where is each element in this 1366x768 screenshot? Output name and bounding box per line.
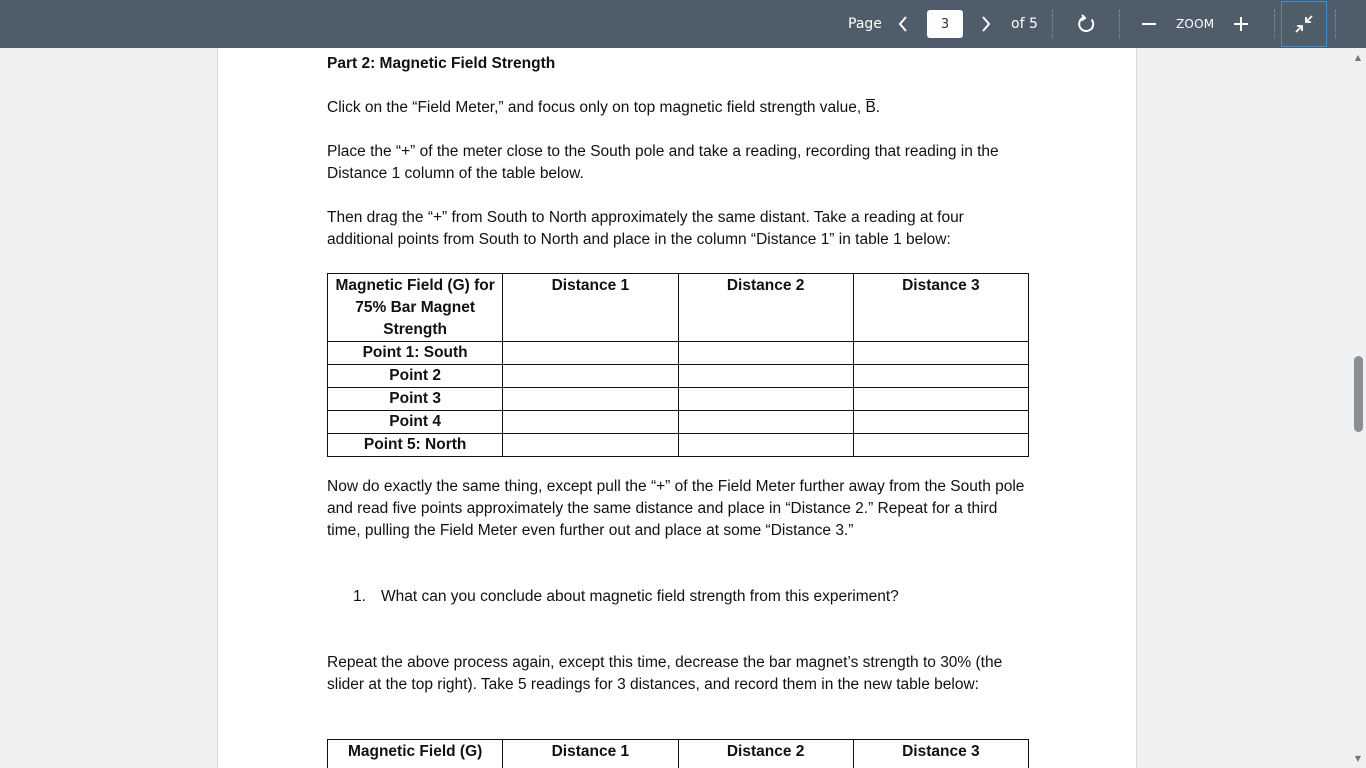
data-table-75	[327, 273, 1029, 457]
previous-page-button[interactable]	[893, 0, 913, 48]
row-label: Point 4	[328, 411, 503, 434]
toolbar-divider	[1274, 10, 1275, 38]
table-cell	[678, 365, 853, 388]
paragraph-field-meter: Click on the “Field Meter,” and focus only on top magnetic field strength value, B̅.	[327, 99, 881, 116]
table-header-cell: Distance 3	[853, 274, 1028, 342]
next-page-button[interactable]	[976, 0, 996, 48]
pdf-page	[217, 48, 1137, 768]
paragraph-repeat-distance: Now do exactly the same thing, except pull the “+” of the Field Meter further away from the South pole and read five points approximately the same distance and place in “Distance 2.” Repeat for a third time, pulling the Field Meter even further out and place at some “Distance 3.”	[327, 478, 1025, 539]
table-header-cell: Magnetic Field (G)	[328, 740, 503, 768]
zoom-label: ZOOM	[1176, 17, 1215, 31]
toolbar-divider	[1052, 10, 1053, 38]
scrollbar-thumb[interactable]	[1354, 356, 1363, 432]
table-cell	[853, 411, 1028, 434]
table-row	[328, 388, 1029, 411]
table-cell	[853, 434, 1028, 457]
question-number: 1.	[353, 588, 366, 605]
page-number-input[interactable]: 3	[927, 10, 963, 38]
row-label: Point 3	[328, 388, 503, 411]
table-cell	[678, 411, 853, 434]
toolbar-divider	[1119, 10, 1120, 38]
table-header-cell: Distance 1	[503, 274, 678, 342]
table-row	[328, 365, 1029, 388]
row-label: Point 5: North	[328, 434, 503, 457]
zoom-out-button[interactable]	[1138, 0, 1160, 48]
toolbar-divider	[1335, 10, 1336, 38]
table-row	[328, 342, 1029, 365]
table-cell	[853, 342, 1028, 365]
table-cell	[503, 342, 678, 365]
rotate-icon	[1075, 13, 1097, 35]
question-1	[353, 586, 1053, 608]
table-header-cell: Distance 2	[678, 274, 853, 342]
minus-icon	[1141, 16, 1157, 32]
table-row	[328, 434, 1029, 457]
table-cell	[853, 388, 1028, 411]
question-text: What can you conclude about magnetic field strength from this experiment?	[381, 588, 899, 605]
table-cell	[678, 342, 853, 365]
chevron-right-icon	[980, 15, 992, 33]
table-cell	[503, 411, 678, 434]
row-label: Point 1: South	[328, 342, 503, 365]
table-cell	[503, 365, 678, 388]
page-count-label: of 5	[1011, 16, 1038, 32]
scroll-down-icon[interactable]: ▼	[1354, 754, 1362, 763]
table-header-cell: Distance 3	[853, 740, 1028, 768]
page-label: Page	[848, 16, 882, 32]
plus-icon	[1233, 16, 1249, 32]
rotate-button[interactable]	[1073, 0, 1099, 48]
table-cell	[503, 388, 678, 411]
pdf-toolbar	[0, 0, 1366, 48]
table-row	[328, 411, 1029, 434]
paragraph-drag-meter: Then drag the “+” from South to North approximately the same distant. Take a reading at four additional points from South to North and place in the column “Distance 1” in table 1 below:	[327, 209, 964, 248]
table-cell	[503, 434, 678, 457]
scroll-up-icon[interactable]: ▲	[1354, 53, 1362, 62]
data-table-30	[327, 739, 1029, 768]
table-cell	[678, 388, 853, 411]
chevron-left-icon	[897, 15, 909, 33]
zoom-in-button[interactable]	[1230, 0, 1252, 48]
exit-fullscreen-button[interactable]	[1281, 1, 1327, 47]
collapse-icon	[1294, 14, 1314, 34]
table-cell	[853, 365, 1028, 388]
table-cell	[678, 434, 853, 457]
table-header-cell: Magnetic Field (G) for 75% Bar Magnet Strength	[328, 274, 503, 342]
table-header-cell: Distance 1	[503, 740, 678, 768]
table-header-cell: Distance 2	[678, 740, 853, 768]
row-label: Point 2	[328, 365, 503, 388]
paragraph-repeat-30: Repeat the above process again, except this time, decrease the bar magnet’s strength to 30% (the slider at the top right). Take 5 readings for 3 distances, and record them in the new table below:	[327, 654, 1003, 693]
section-heading: Part 2: Magnetic Field Strength	[327, 55, 556, 72]
paragraph-place-meter: Place the “+” of the meter close to the South pole and take a reading, recording that reading in the Distance 1 column of the table below.	[327, 143, 999, 182]
